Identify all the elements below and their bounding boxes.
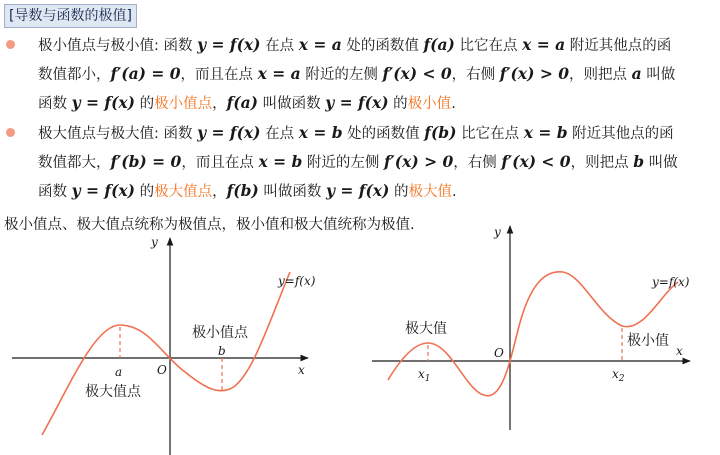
function-label: y=f(x): [652, 275, 690, 289]
bullet1-line3: 函数 y = f(x) 的极小值点，f(a) 叫做函数 y = f(x) 的极小值.: [38, 93, 456, 112]
min-value-label: 极小值: [627, 333, 669, 349]
function-label: y=f(x): [278, 274, 316, 288]
bullet2-line3: 函数 y = f(x) 的极大值点，f(b) 叫做函数 y = f(x) 的极大值.: [38, 181, 457, 200]
point-b-label: b: [218, 344, 226, 358]
bullet2-line1: 极大值点与极大值: 函数 y = f(x) 在点 x = b 处的函数值 f(b) 比它在点 x = b 附近其他点的函: [38, 123, 674, 142]
function-curve: [42, 272, 290, 435]
graph-left: [12, 235, 316, 455]
summary-note: 极小值点、极大值点统称为极值点，极小值和极大值统称为极值.: [4, 217, 415, 233]
highlight-max-point: 极大值点: [154, 184, 213, 200]
section-title: [导数与函数的极值]: [4, 4, 137, 28]
graph-right: [372, 225, 690, 430]
max-point-label: 极大值点: [85, 384, 141, 400]
bullet1-line1: 极小值点与极小值: 函数 y = f(x) 在点 x = a 处的函数值 f(a) 比它在点 x = a 附近其他点的函: [38, 35, 672, 54]
x-axis-label: x: [676, 344, 683, 358]
y-axis-label: y: [494, 225, 501, 239]
min-point-label: 极小值点: [192, 325, 248, 341]
x-axis-label: x: [298, 363, 305, 377]
origin-label: O: [157, 363, 167, 377]
x1-label: $x_1$: [418, 367, 431, 384]
y-axis-label: y: [151, 235, 158, 249]
origin-label: O: [494, 346, 504, 360]
highlight-max-value: 极大值: [408, 184, 452, 200]
x2-label: $x_2$: [612, 367, 625, 384]
max-value-label: 极大值: [405, 321, 447, 337]
point-a-label: a: [115, 365, 123, 379]
highlight-min-point: 极小值点: [154, 96, 213, 112]
bullet1-line2: 数值都小，f′(a) = 0，而且在点 x = a 附近的左侧 f′(x) < 0，右侧 f′(x) > 0，则把点 a 叫做: [38, 64, 676, 83]
bullet2-line2: 数值都大，f′(b) = 0，而且在点 x = b 附近的左侧 f′(x) > 0，右侧 f′(x) < 0，则把点 b 叫做: [38, 152, 678, 171]
highlight-min-value: 极小值: [407, 96, 452, 112]
